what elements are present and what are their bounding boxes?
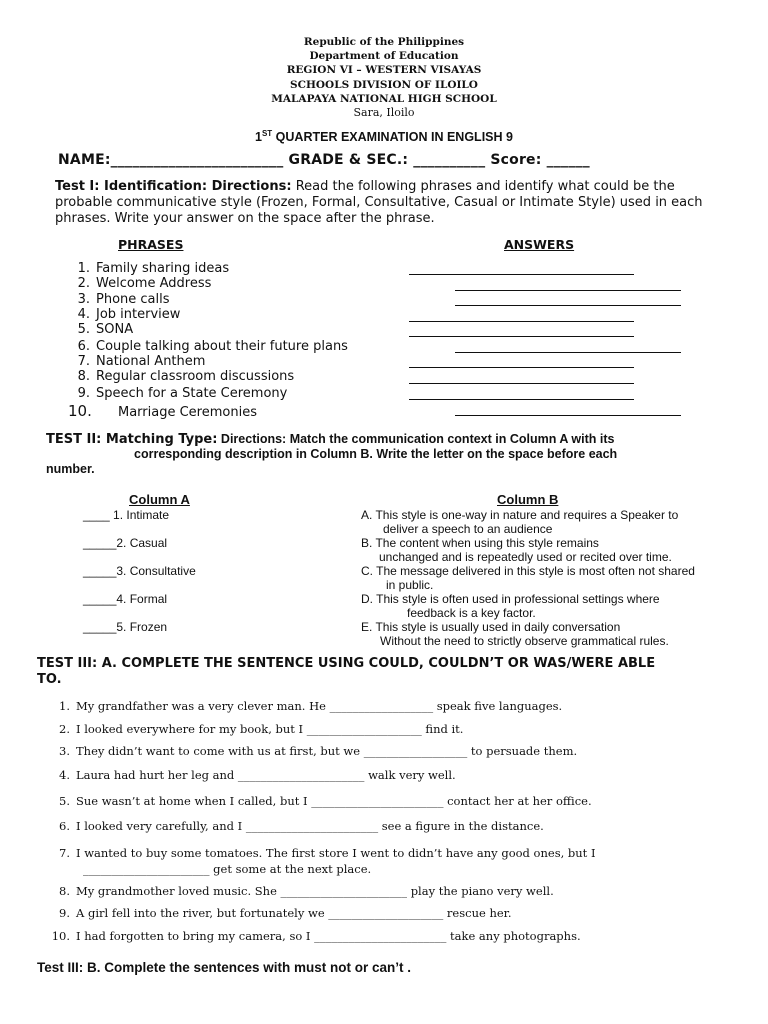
sentence-number: 4. [59, 768, 70, 782]
sentence-number: 2. [59, 722, 70, 736]
column-a-item[interactable]: _____5. Frozen [83, 620, 168, 634]
phrase-text: Phone calls [96, 292, 170, 307]
sentence-number: 8. [59, 884, 70, 898]
sentence-item [48, 744, 577, 758]
sentence-7-line2: ______________________ get some at the next place. [83, 862, 372, 876]
sentence-text: I wanted to buy some tomatoes. The first store I went to didn’t have any good ones, but I [76, 846, 596, 860]
phrase-text: Regular classroom discussions [96, 369, 295, 384]
answer-line[interactable] [455, 305, 681, 306]
phrase-item [68, 402, 257, 420]
sentence-number: 7. [59, 846, 70, 860]
sentence-item [48, 722, 463, 736]
phrase-item [68, 369, 294, 384]
phrase-item [68, 386, 287, 401]
answer-line[interactable] [409, 367, 634, 368]
student-info-row: NAME:________________________ GRADE & SEC.: __________ Score: ______ [58, 152, 590, 168]
phrase-number: 5. [77, 322, 90, 337]
test2-directions-line1: Directions: Match the communication context in Column A with its [217, 432, 615, 446]
sentence-number: 6. [59, 819, 70, 833]
header-republic: Republic of the Philippines [303, 36, 465, 48]
exam-ordinal-suffix: ST [261, 129, 273, 138]
sentence-text: My grandmother loved music. She ______________________ play the piano very well. [76, 884, 554, 898]
sentence-text: I had forgotten to bring my camera, so I _______________________ take any photographs. [76, 929, 581, 943]
column-b-item: B. The content when using this style remains [361, 536, 599, 550]
exam-title [0, 129, 768, 144]
phrase-item [68, 261, 229, 276]
sentence-number: 10. [51, 929, 70, 943]
answers-header: ANSWERS [504, 237, 575, 252]
sentence-item [48, 794, 592, 808]
column-b-item-continuation: Without the need to strictly observe grammatical rules. [380, 634, 669, 648]
test2-heading: TEST II: Matching Type: [46, 432, 218, 447]
exam-title-text: QUARTER EXAMINATION IN ENGLISH 9 [272, 130, 513, 145]
phrase-number: 4. [77, 307, 90, 322]
header-division: SCHOOLS DIVISION OF ILOILO [290, 79, 478, 91]
answer-line[interactable] [409, 383, 634, 384]
column-a-item[interactable]: ____ 1. Intimate [83, 508, 170, 522]
test2-directions-line2: corresponding description in Column B. Write the letter on the space before each [134, 447, 618, 461]
test2-directions-line3: number. [46, 462, 95, 476]
column-a-item[interactable]: _____3. Consultative [83, 564, 196, 578]
answer-line[interactable] [409, 336, 634, 337]
test3b-heading: Test III: B. Complete the sentences with must not or can’t . [37, 960, 412, 975]
header-region: REGION VI – WESTERN VISAYAS [286, 64, 482, 76]
phrase-text: Marriage Ceremonies [118, 405, 257, 420]
test3a-heading-line1: TEST III: A. COMPLETE THE SENTENCE USING COULD, COULDN’T OR WAS/WERE ABLE [37, 656, 656, 671]
phrase-text: Job interview [96, 307, 181, 322]
phrase-item [68, 354, 205, 369]
phrase-text: Speech for a State Ceremony [96, 386, 288, 401]
phrase-item [68, 307, 180, 322]
header-location: Sara, Iloilo [353, 106, 415, 119]
phrase-text: National Anthem [96, 354, 206, 369]
sentence-text: I looked very carefully, and I _______________________ see a figure in the distance. [76, 819, 544, 833]
test1-directions [55, 179, 720, 227]
answer-line[interactable] [455, 352, 681, 353]
phrase-number: 2. [77, 276, 90, 291]
column-a-item[interactable]: _____4. Formal [83, 592, 168, 606]
column-b-item-continuation: feedback is a key factor. [407, 606, 536, 620]
sentence-number: 9. [59, 906, 70, 920]
phrase-number: 6. [77, 339, 90, 354]
header-department: Department of Education [309, 50, 459, 62]
column-b-item: A. This style is one-way in nature and requires a Speaker to [361, 508, 679, 522]
column-b-item: E. This style is usually used in daily conversation [361, 620, 621, 634]
sentence-item [48, 884, 554, 898]
sentence-text: A girl fell into the river, but fortunately we ____________________ rescue her. [76, 906, 512, 920]
answer-line[interactable] [409, 274, 634, 275]
test1-heading: Test I: Identification: Directions: [55, 179, 292, 194]
column-b-item-continuation: unchanged and is repeatedly used or recited over time. [379, 550, 672, 564]
sentence-text: My grandfather was a very clever man. He __________________ speak five languages. [76, 699, 563, 713]
answer-line[interactable] [409, 399, 634, 400]
phrase-number: 9. [77, 386, 90, 401]
phrase-text: Couple talking about their future plans [96, 339, 348, 354]
sentence-item [48, 768, 456, 782]
phrase-text: Family sharing ideas [96, 261, 230, 276]
phrase-item [68, 276, 211, 291]
column-a-item[interactable]: _____2. Casual [83, 536, 168, 550]
answer-line[interactable] [409, 321, 634, 322]
phrase-number: 7. [77, 354, 90, 369]
sentence-number: 5. [59, 794, 70, 808]
sentence-item [48, 846, 596, 860]
column-b-item-continuation: in public. [386, 578, 434, 592]
answer-line[interactable] [455, 415, 681, 416]
column-b-item: C. The message delivered in this style is most often not shared [361, 564, 695, 578]
answer-line[interactable] [455, 290, 681, 291]
phrase-number: 1. [77, 261, 90, 276]
exam-ordinal: 1 [255, 130, 262, 145]
phrase-number: 8. [77, 369, 90, 384]
test2-heading-row [46, 430, 614, 448]
sentence-number: 1. [59, 699, 70, 713]
phrase-text: Welcome Address [96, 276, 212, 291]
phrase-item [68, 339, 348, 354]
phrases-header: PHRASES [118, 237, 184, 252]
column-b-header: Column B [497, 492, 559, 507]
test3a-heading-line2: TO. [37, 672, 62, 687]
sentence-item [48, 906, 512, 920]
sentence-text: Laura had hurt her leg and ______________________ walk very well. [76, 768, 456, 782]
column-b-item: D. This style is often used in professional settings where [361, 592, 660, 606]
header-school: MALAPAYA NATIONAL HIGH SCHOOL [271, 93, 497, 105]
sentence-item [48, 819, 544, 833]
phrase-item [68, 322, 133, 337]
phrase-text: SONA [96, 322, 134, 337]
sentence-text: They didn’t want to come with us at first, but we __________________ to persuade them. [76, 744, 578, 758]
sentence-item [48, 699, 562, 713]
phrase-number: 10. [68, 402, 92, 420]
column-a-header: Column A [129, 492, 190, 507]
phrase-item [68, 292, 170, 307]
sentence-text: I looked everywhere for my book, but I ____________________ find it. [76, 722, 464, 736]
column-b-item-continuation: deliver a speech to an audience [383, 522, 553, 536]
test1-directions-text: Read the following phrases and identify what could be the probable communicative style (Frozen, Formal, Consultative, Casual or Intimate Style) used in each phrases. Write your answer on the space after the phrase. [55, 179, 703, 226]
sentence-text: Sue wasn’t at home when I called, but I _______________________ contact her at her office. [76, 794, 592, 808]
sentence-item [48, 929, 581, 943]
phrase-number: 3. [77, 292, 90, 307]
sentence-number: 3. [59, 744, 70, 758]
